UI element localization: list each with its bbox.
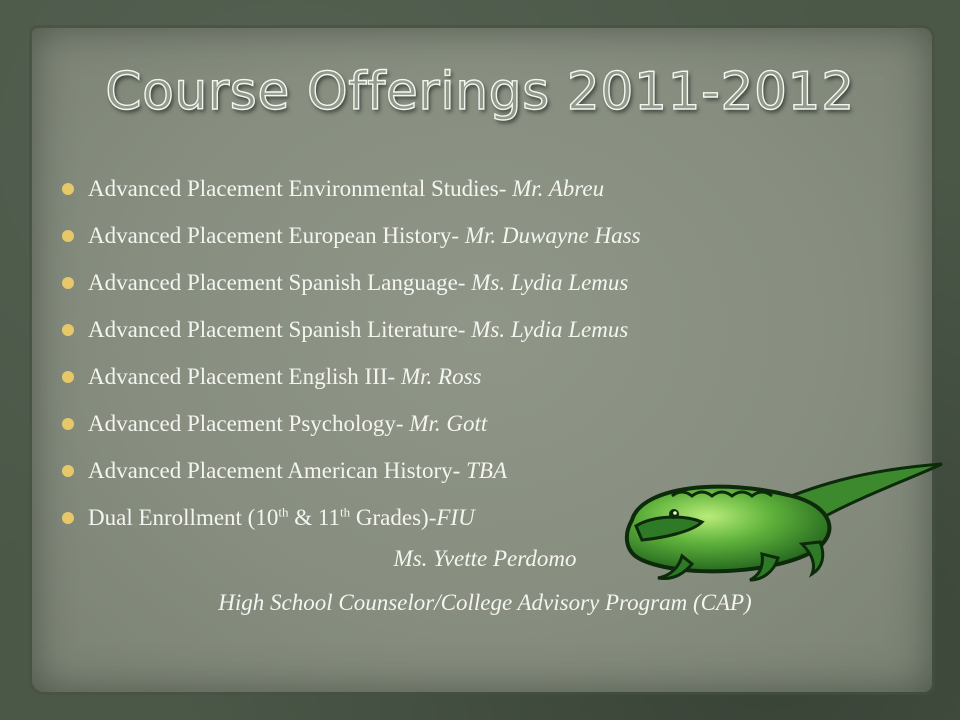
teacher-name: Mr. Ross bbox=[400, 364, 482, 389]
counselor-name: Ms. Yvette Perdomo bbox=[393, 546, 577, 571]
course-name: Advanced Placement Environmental Studies- bbox=[88, 176, 513, 201]
bullet-icon bbox=[62, 512, 74, 524]
bullet-icon bbox=[62, 324, 74, 336]
teacher-name: Ms. Lydia Lemus bbox=[471, 317, 629, 342]
list-item bbox=[62, 170, 862, 217]
list-item bbox=[62, 405, 862, 452]
bullet-icon bbox=[62, 465, 74, 477]
course-name: Advanced Placement American History- bbox=[88, 458, 467, 483]
bullet-icon bbox=[62, 277, 74, 289]
course-name: Advanced Placement European History- bbox=[88, 223, 465, 248]
list-item bbox=[62, 311, 862, 358]
course-name: Advanced Placement Psychology- bbox=[88, 411, 410, 436]
dual-enrollment-text: Dual Enrollment (10 bbox=[88, 505, 279, 530]
alligator-icon bbox=[612, 456, 952, 586]
list-item bbox=[62, 358, 862, 405]
course-name: Advanced Placement Spanish Language- bbox=[88, 270, 472, 295]
dual-enrollment-school: FIU bbox=[436, 505, 475, 530]
teacher-name: TBA bbox=[466, 458, 507, 483]
teacher-name: Mr. Abreu bbox=[512, 176, 605, 201]
ordinal-suffix: th bbox=[278, 504, 289, 520]
list-item bbox=[62, 264, 862, 311]
teacher-name: Mr. Gott bbox=[409, 411, 488, 436]
course-name: Advanced Placement Spanish Literature- bbox=[88, 317, 472, 342]
course-name: Advanced Placement English III- bbox=[88, 364, 401, 389]
teacher-name: Mr. Duwayne Hass bbox=[464, 223, 641, 248]
counselor-role: High School Counselor/College Advisory Program (CAP) bbox=[218, 590, 752, 615]
bullet-icon bbox=[62, 418, 74, 430]
bullet-icon bbox=[62, 183, 74, 195]
ordinal-suffix: th bbox=[340, 504, 351, 520]
dual-enrollment-text: Grades)- bbox=[350, 505, 437, 530]
list-item bbox=[62, 217, 862, 264]
dual-enrollment-text: & 11 bbox=[288, 505, 341, 530]
teacher-name: Ms. Lydia Lemus bbox=[471, 270, 629, 295]
slide-title: Course Offerings 2011-2012 bbox=[105, 62, 855, 122]
bullet-icon bbox=[62, 230, 74, 242]
bullet-icon bbox=[62, 371, 74, 383]
